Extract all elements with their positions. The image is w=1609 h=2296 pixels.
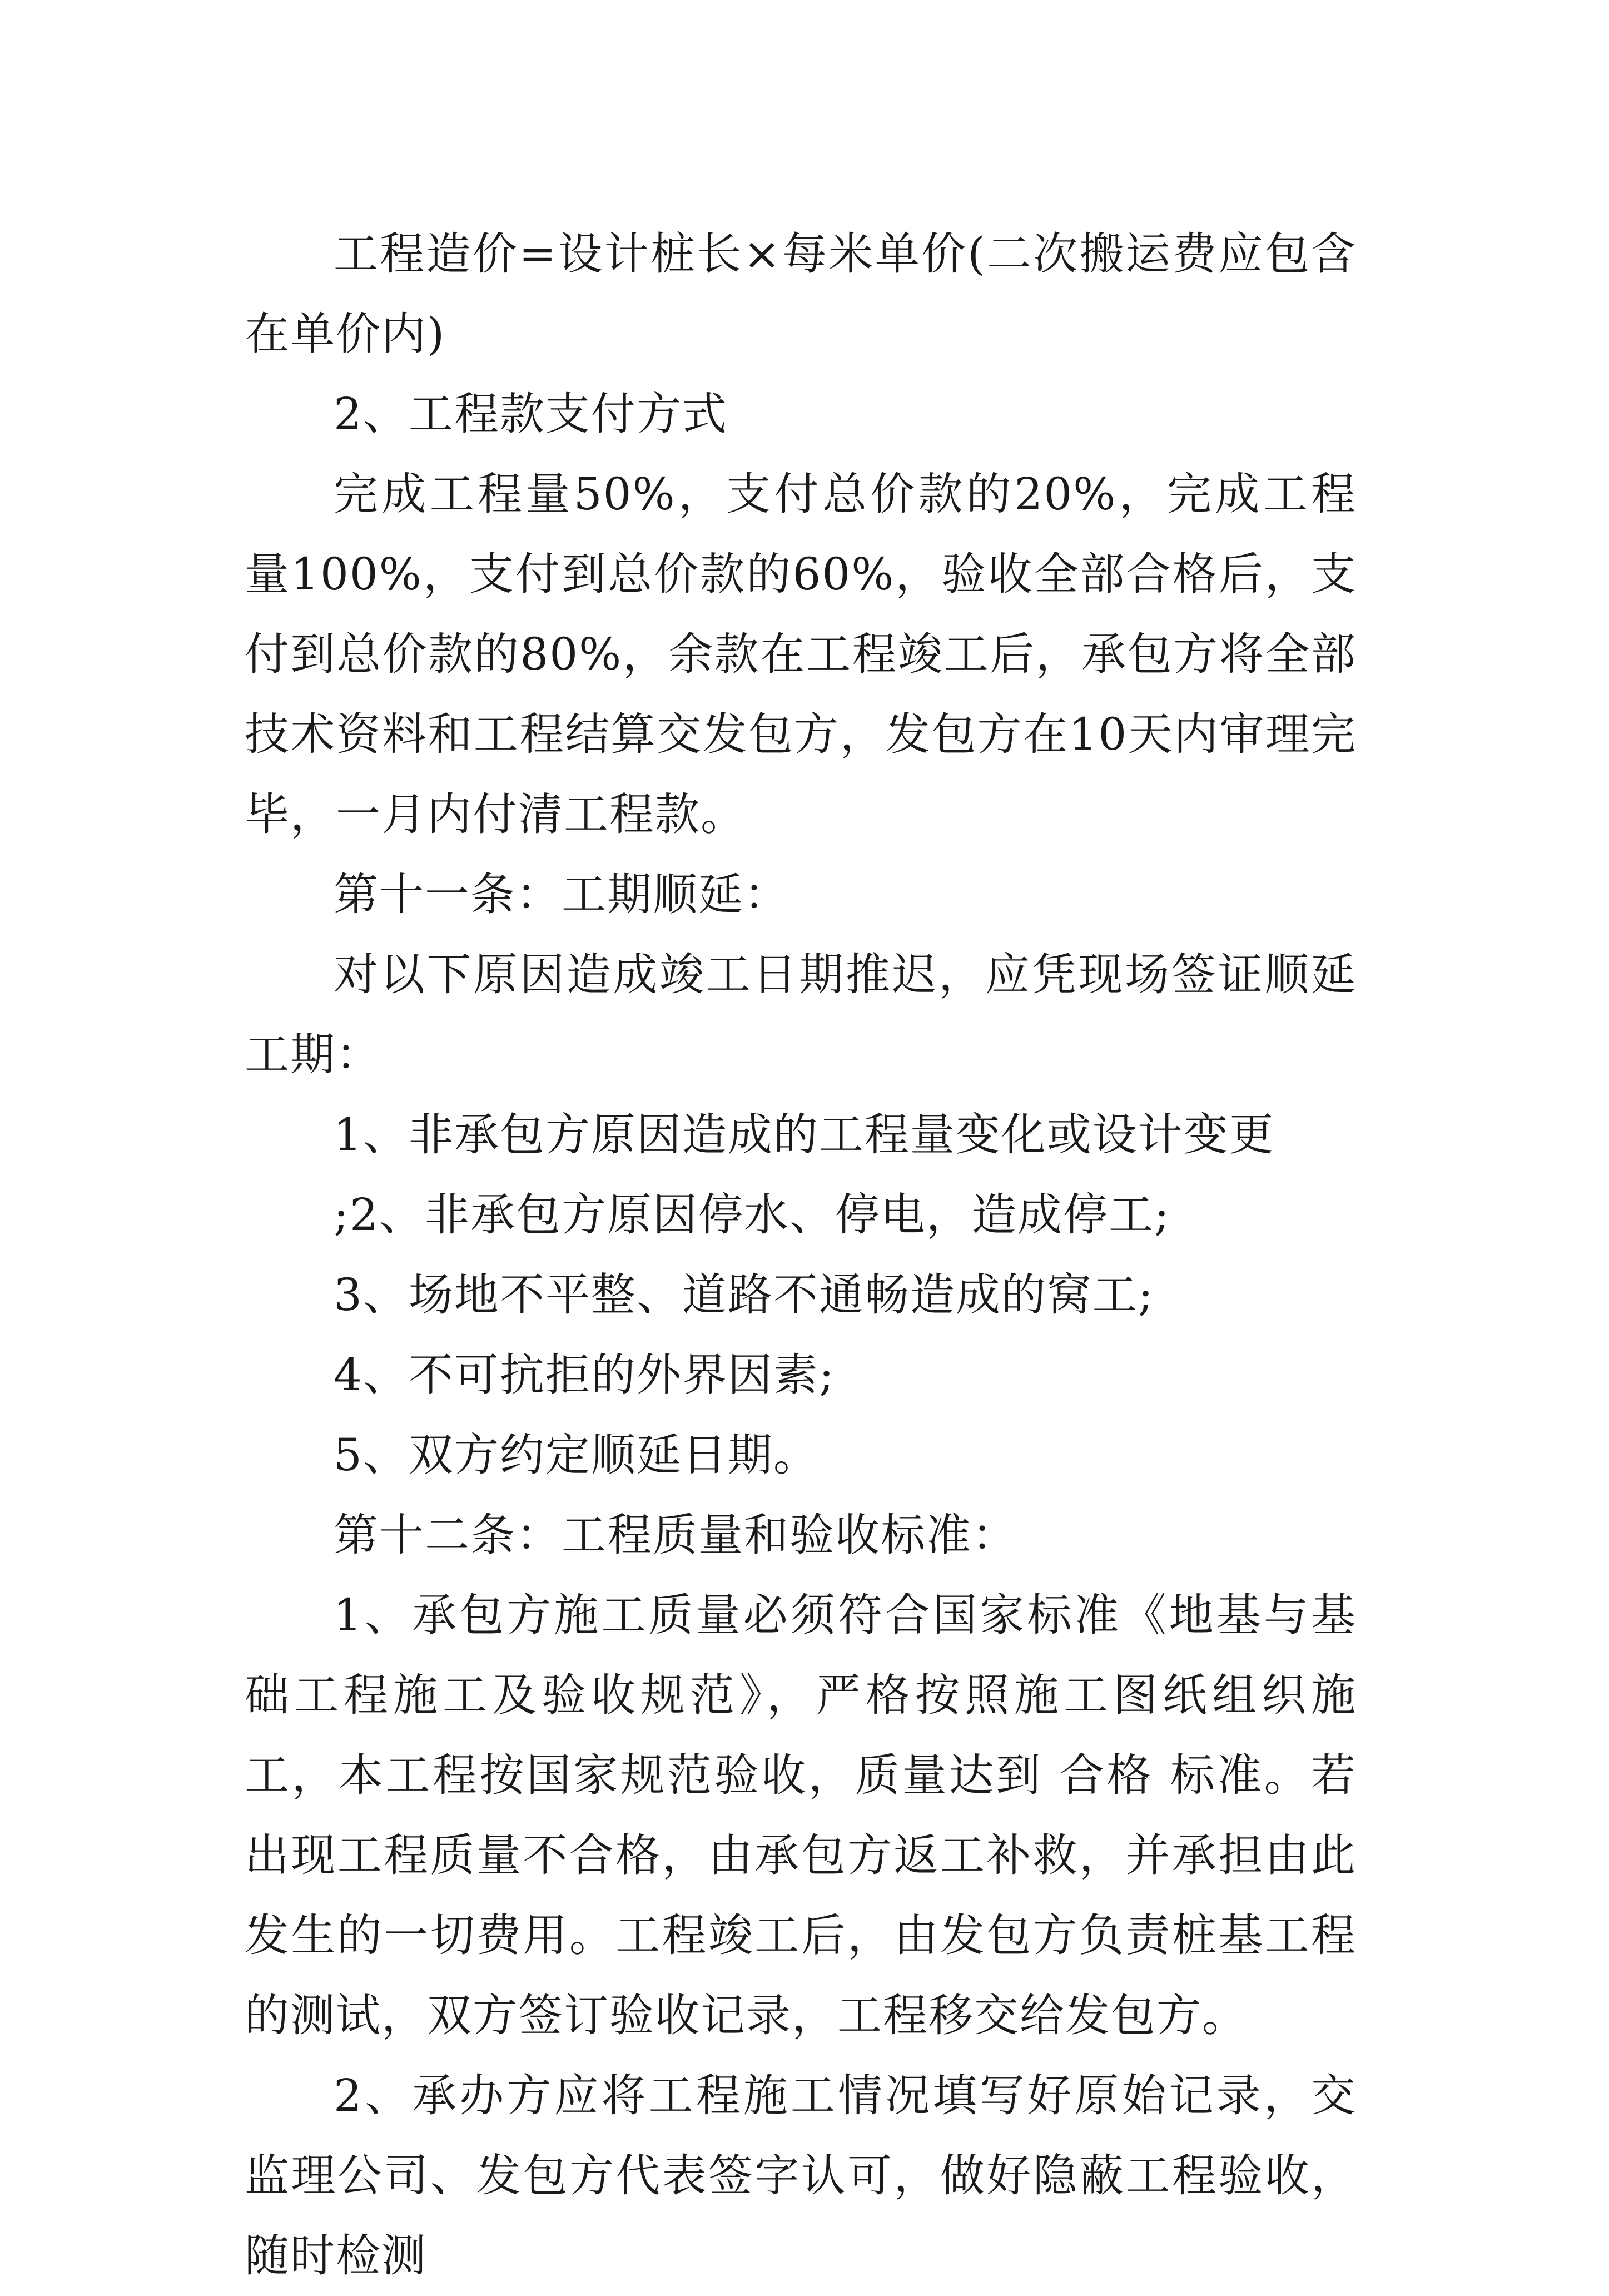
article-11-heading: 第十一条：工期顺延：: [334, 869, 789, 920]
extension-item-5: 5、双方约定顺延日期。: [334, 1429, 819, 1481]
extension-intro-paragraph: 对以下原因造成竣工日期推迟，应凭现场签证顺延工期：: [245, 949, 1357, 1080]
quality-clause-1-paragraph: 1、承包方施工质量必须符合国家标准《地基与基础工程施工及验收规范》，严格按照施工图纸组织施工，本工程按国家规范验收，质量达到 合格 标准。若出现工程质量不合格，由承包方返工补救，并承担由此发生的一切费用。工程竣工后，由发包方负责桩基工程的测试，双方签订验收记录，工程移交给发包方。: [245, 1589, 1357, 2041]
payment-terms-paragraph: 完成工程量50%，支付总价款的20%，完成工程量100%，支付到总价款的60%，验收全部合格后，支付到总价款的80%，余款在工程竣工后，承包方将全部技术资料和工程结算交发包方，发包方在10天内审理完毕，一月内付清工程款。: [245, 468, 1357, 840]
extension-item-3: 3、场地不平整、道路不通畅造成的窝工;: [334, 1269, 1154, 1321]
extension-item-1: 1、非承包方原因造成的工程量变化或设计变更: [334, 1109, 1275, 1161]
payment-method-heading: 2、工程款支付方式: [334, 388, 728, 440]
extension-item-2: ;2、非承包方原因停水、停电，造成停工;: [334, 1189, 1170, 1241]
extension-item-4: 4、不可抗拒的外界因素;: [334, 1349, 835, 1401]
document-body: [245, 214, 1357, 2296]
pricing-formula-paragraph: 工程造价=设计桩长×每米单价(二次搬运费应包含在单价内): [245, 228, 1357, 360]
quality-clause-2-paragraph: 2、承办方应将工程施工情况填写好原始记录，交监理公司、发包方代表签字认可，做好隐蔽工程验收，随时检测: [245, 2070, 1357, 2282]
article-12-heading: 第十二条：工程质量和验收标准：: [334, 1509, 1017, 1561]
